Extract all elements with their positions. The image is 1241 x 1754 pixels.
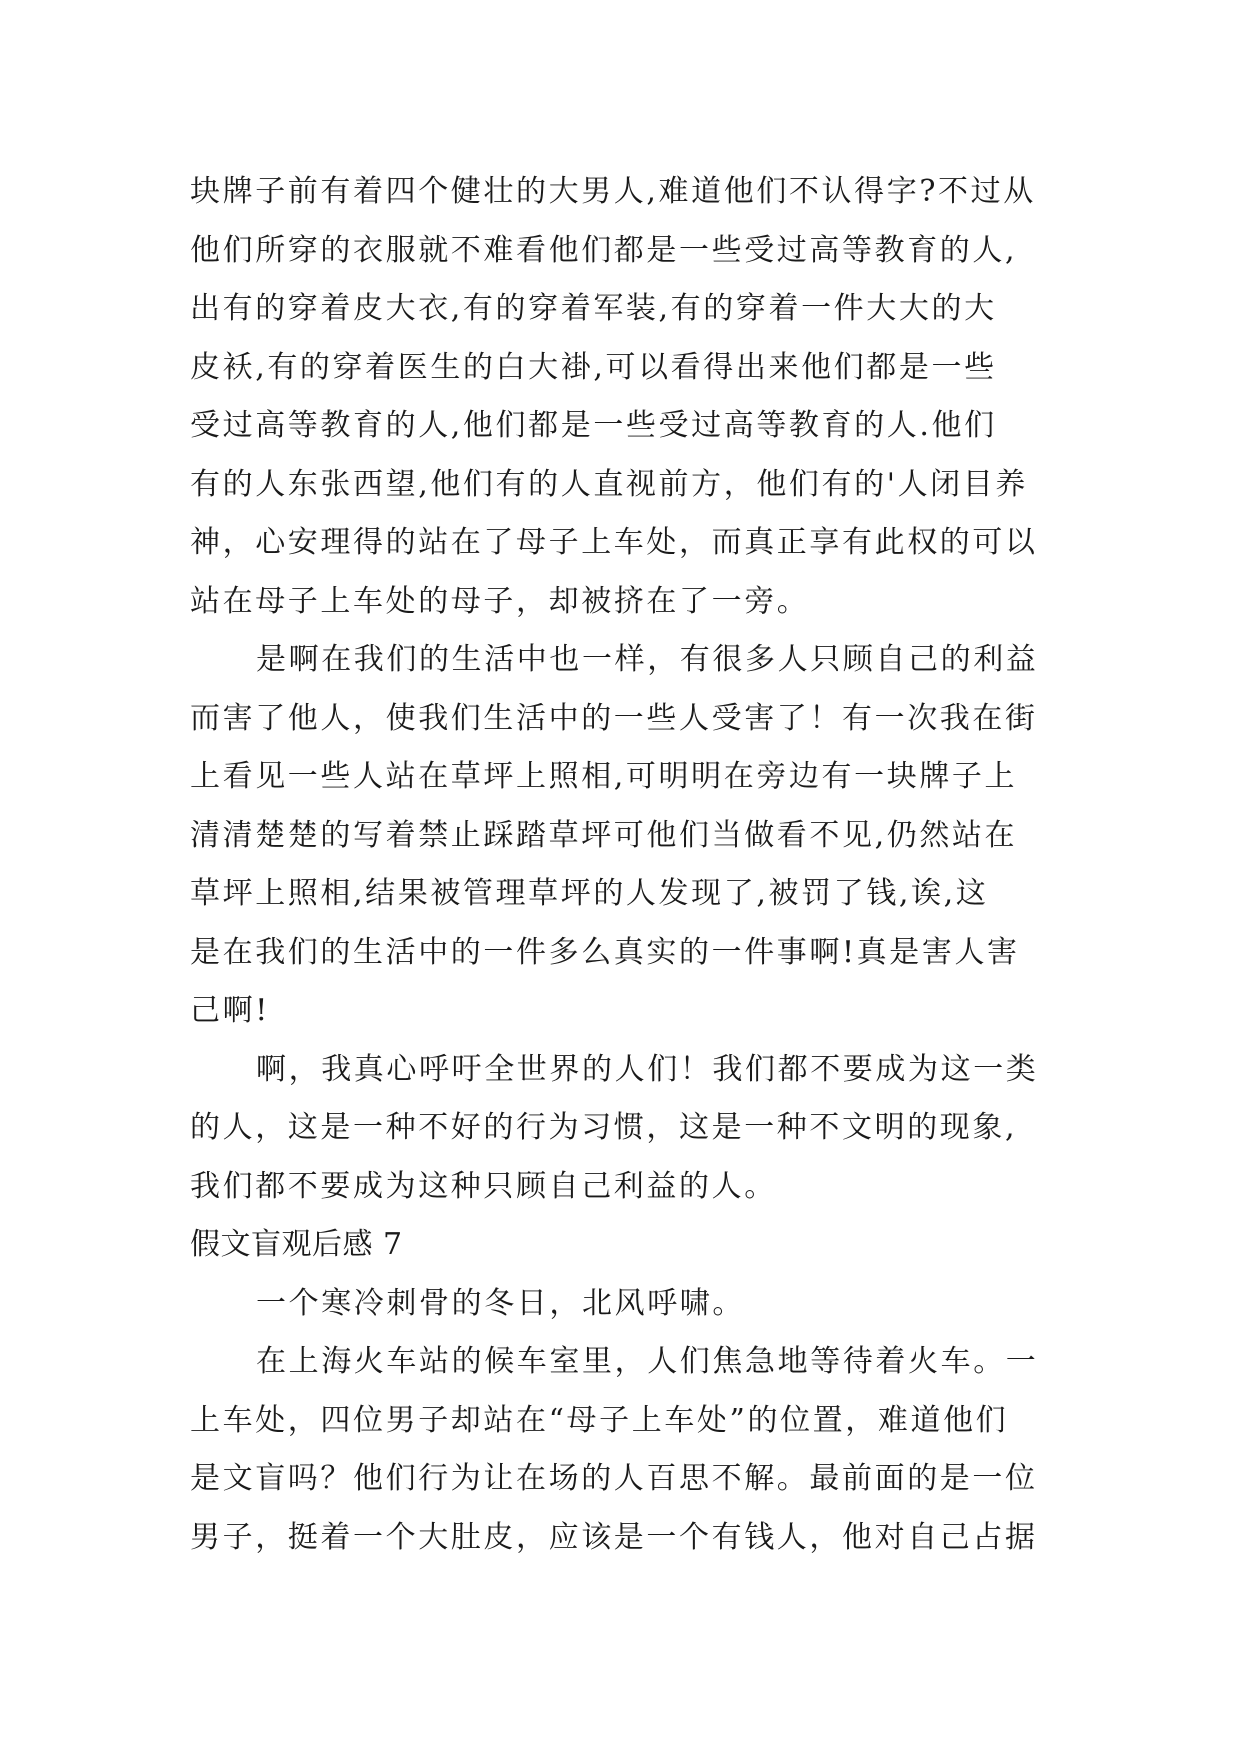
text-line: 上车处，四位男子却站在“母子上车处”的位置，难道他们: [190, 1402, 1009, 1438]
text-line: 他们所穿的衣服就不难看他们都是一些受过高等教育的人,: [190, 232, 1018, 268]
document-body: [190, 163, 1065, 1567]
text-line: 神，心安理得的站在了母子上车处，而真正享有此权的可以: [190, 525, 1038, 560]
text-line: 受过高等教育的人,他们都是一些受过高等教育的人.他们: [190, 408, 997, 443]
text-line: 的人，这是一种不好的行为习惯，这是一种不文明的现象,: [190, 1110, 1018, 1145]
text-line: 出有的穿着皮大衣,有的穿着军装,有的穿着一件大大的大: [190, 291, 997, 326]
text-line: 男子，挺着一个大肚皮，应该是一个有钱人，他对自己占据: [190, 1519, 1038, 1555]
text-line: 我们都不要成为这种只顾自己利益的人。: [190, 1168, 777, 1204]
text-line: 是文盲吗？他们行为让在场的人百思不解。最前面的是一位: [190, 1461, 1038, 1496]
text-line: 己啊!: [190, 993, 270, 1028]
paragraph-first-line: 是啊在我们的生活中也一样，有很多人只顾自己的利益: [256, 642, 1039, 677]
text-line: 皮袄,有的穿着医生的白大褂,可以看得出来他们都是一些: [190, 349, 997, 385]
paragraph-first-line: 一个寒冷刺骨的冬日，北风呼啸。: [256, 1285, 745, 1321]
paragraph-first-line: 啊，我真心呼吁全世界的人们！我们都不要成为这一类: [256, 1051, 1039, 1087]
text-line: 清清楚楚的写着禁止踩踏草坪可他们当做看不见,仍然站在: [190, 817, 1018, 853]
paragraph-first-line: 在上海火车站的候车室里，人们焦急地等待着火车。一: [256, 1344, 1039, 1379]
text-line: 草坪上照相,结果被管理草坪的人发现了,被罚了钱,诶,这: [190, 876, 989, 911]
section-heading: 假文盲观后感 7: [190, 1227, 403, 1262]
text-line: 上看见一些人站在草坪上照相,可明明在旁边有一块牌子上: [190, 759, 1018, 794]
text-line: 有的人东张西望,他们有的人直视前方，他们有的'人闭目养: [190, 466, 1028, 502]
text-line: 块牌子前有着四个健壮的大男人,难道他们不认得字?不过从: [190, 174, 1036, 209]
text-line: 而害了他人，使我们生活中的一些人受害了！有一次我在街: [190, 700, 1038, 736]
text-line: 是在我们的生活中的一件多么真实的一件事啊!真是害人害: [190, 934, 1020, 970]
text-line: 站在母子上车处的母子，却被挤在了一旁。: [190, 583, 810, 619]
